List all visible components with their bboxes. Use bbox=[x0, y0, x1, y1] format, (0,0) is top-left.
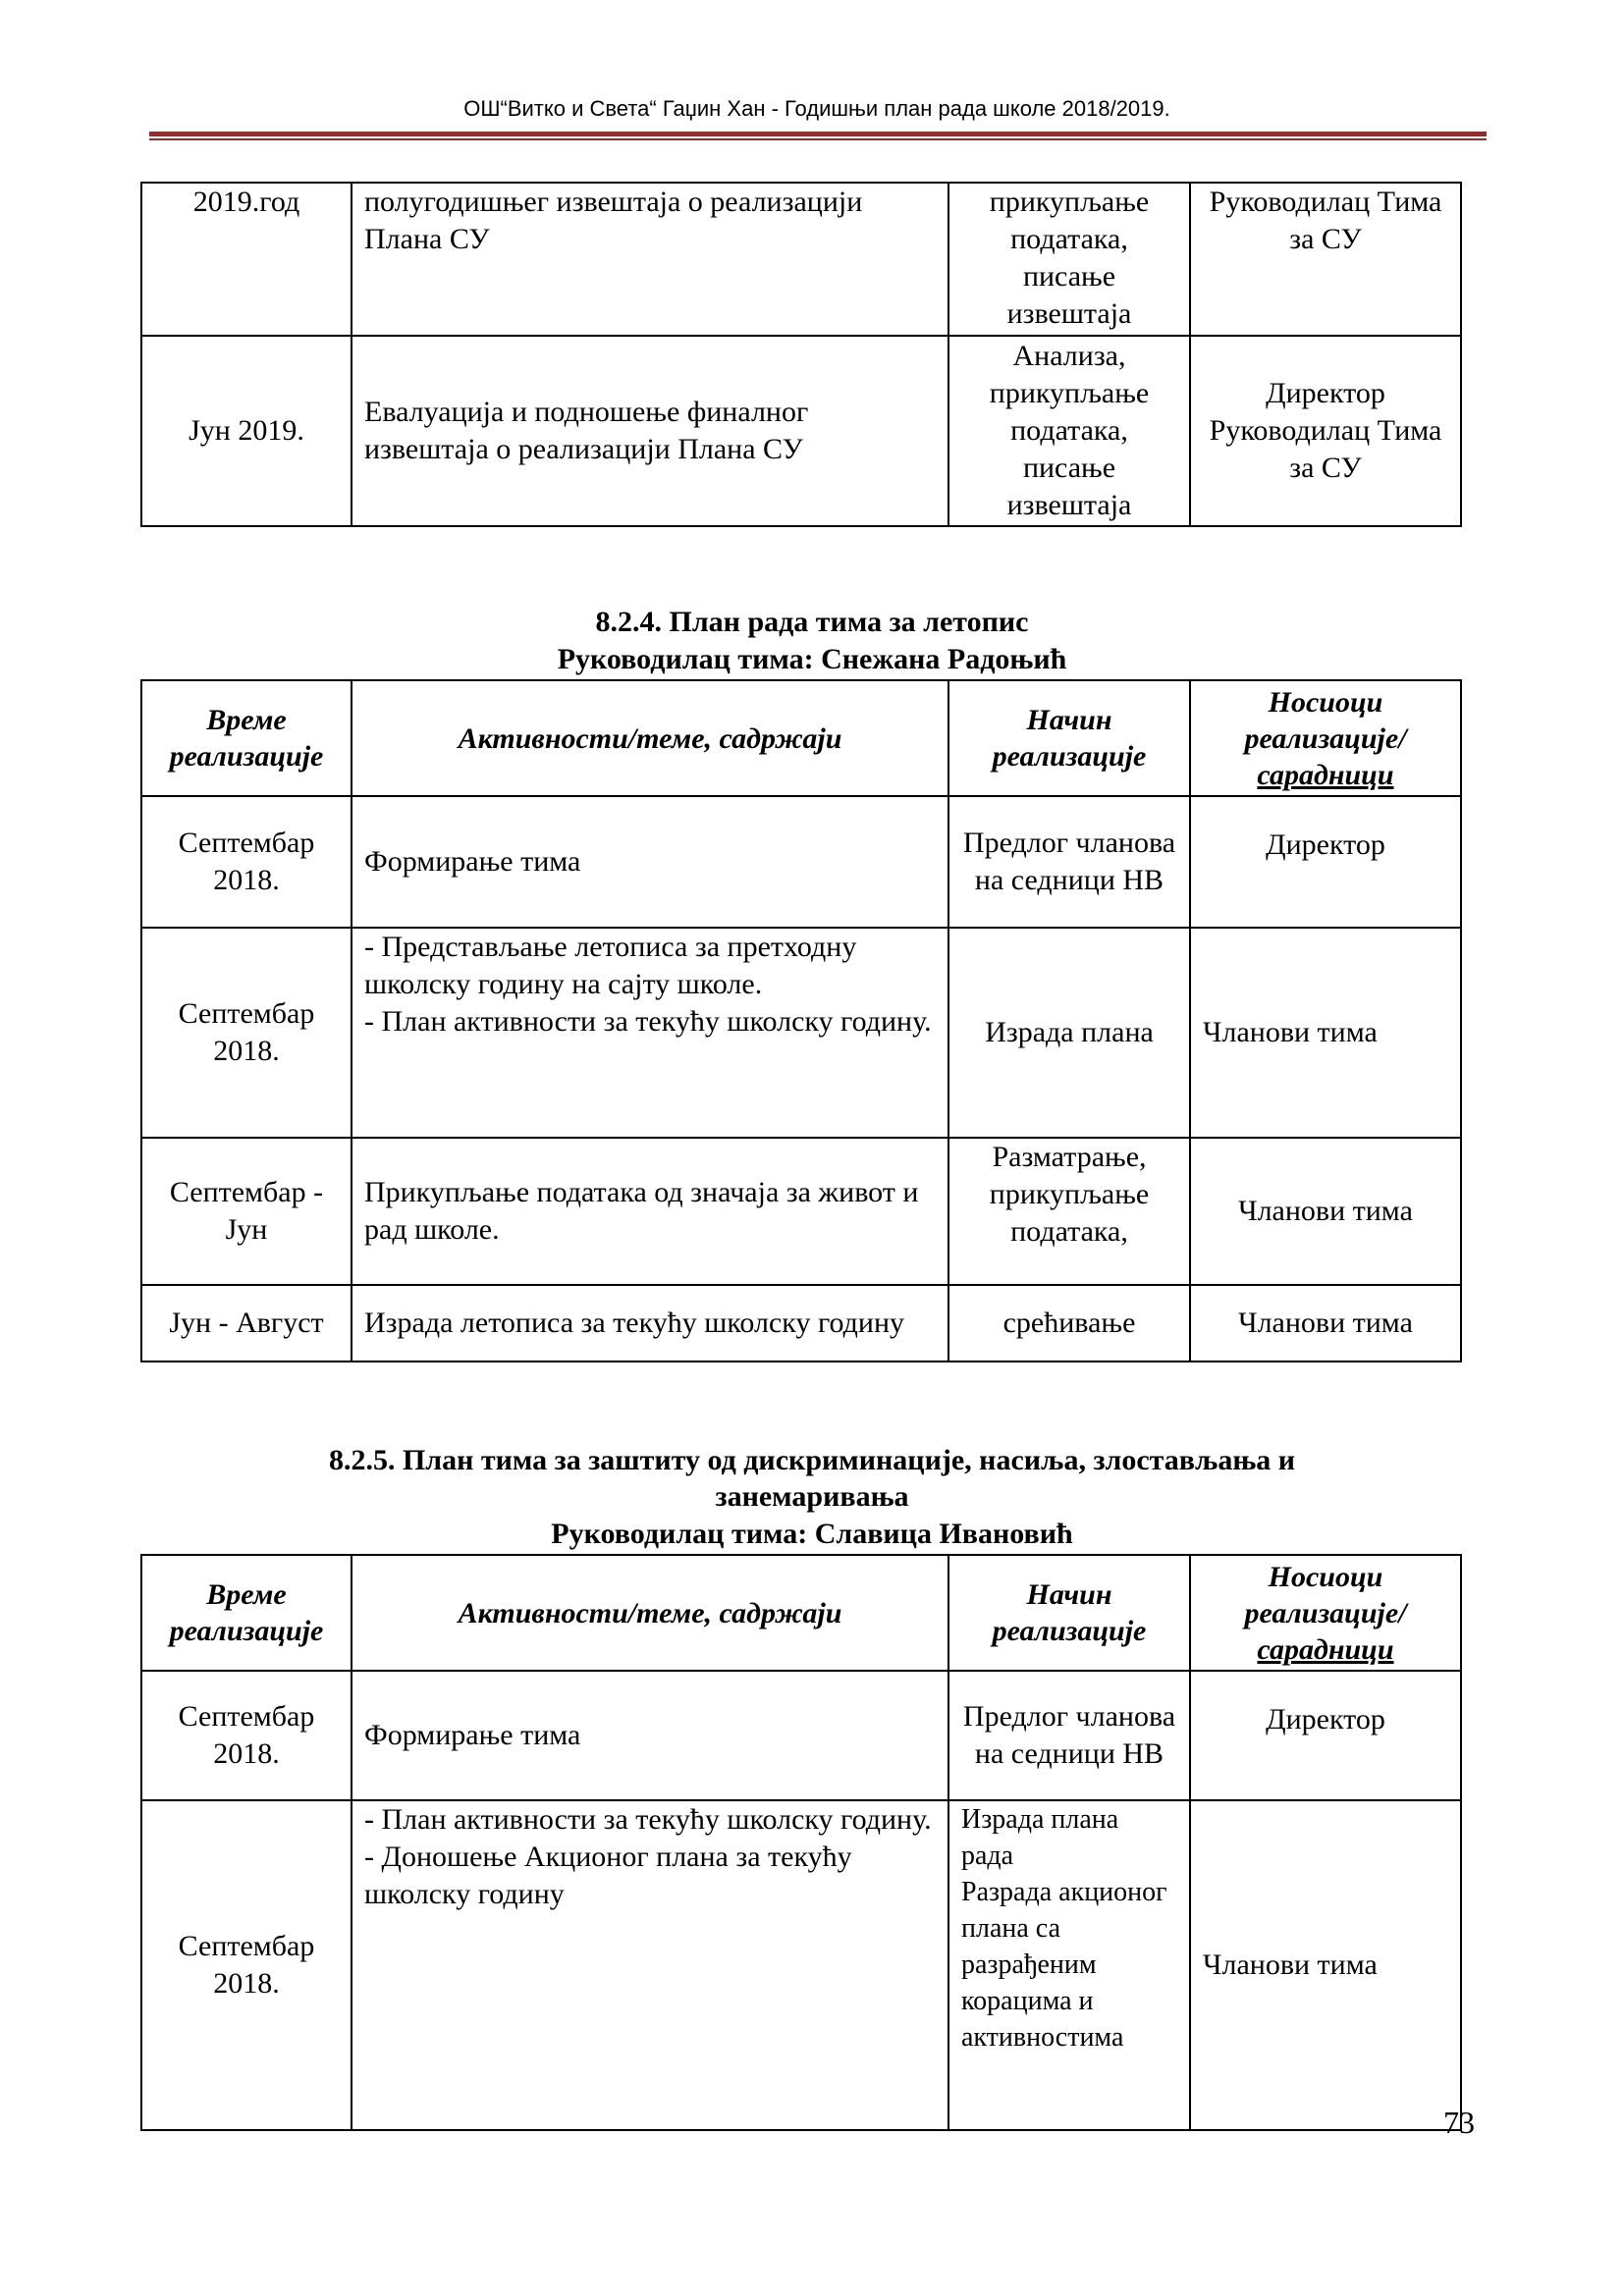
activity-cell: Прикупљање података од значаја за живот и рад школе. bbox=[352, 1138, 948, 1285]
plan-table-protection bbox=[140, 1554, 1462, 2131]
method-cell: Израда плана рада Разрада акционог плана са разрађеним корацима и активностима bbox=[948, 1800, 1190, 2130]
holders-cell: Чланови тима bbox=[1190, 928, 1461, 1138]
activity-cell: Формирање тима bbox=[352, 1671, 948, 1800]
table-row bbox=[141, 796, 1461, 928]
activity-cell: Формирање тима bbox=[352, 796, 948, 928]
time-cell: Јун 2019. bbox=[141, 336, 352, 526]
header-activity: Активности/теме, садржаји bbox=[352, 680, 948, 796]
header-activity: Активности/теме, садржаји bbox=[352, 1555, 948, 1671]
table-row bbox=[141, 1138, 1461, 1285]
table-row bbox=[141, 1800, 1461, 2130]
running-header: ОШ“Витко и Света“ Гаџин Хан - Годишњи план рада школе 2018/2019. bbox=[463, 96, 1170, 121]
method-cell: Предлог чланова на седници НВ bbox=[948, 1671, 1190, 1800]
activity-cell: - Представљање летописа за претходну школску годину на сајту школе. - План активности за текућу школску годину. bbox=[352, 928, 948, 1138]
page-number: 73 bbox=[1443, 2105, 1475, 2140]
table-row bbox=[141, 1671, 1461, 1800]
header-row bbox=[141, 680, 1461, 796]
holders-cell: Директор bbox=[1190, 796, 1461, 928]
table-row bbox=[141, 183, 1461, 336]
time-cell: Септембар 2018. bbox=[141, 796, 352, 928]
header-time: Време реализације bbox=[141, 1555, 352, 1671]
method-cell: прикупљање података, писање извештаја bbox=[948, 183, 1190, 336]
time-cell: Септембар 2018. bbox=[141, 928, 352, 1138]
header-rule-thin bbox=[149, 138, 1487, 140]
section-title-line2: занемаривања bbox=[715, 1480, 909, 1513]
activity-cell: Израда летописа за текућу школску годину bbox=[352, 1285, 948, 1362]
section-title: 8.2.4. План рада тима за летопис bbox=[595, 606, 1029, 638]
activity-cell: Евалуација и подношење финалног извештаја о реализацији Плана СУ bbox=[352, 336, 948, 526]
header-time: Време реализације bbox=[141, 680, 352, 796]
activity-cell: полугодишњег извештаја о реализацији Плана СУ bbox=[352, 183, 948, 336]
header-rule bbox=[149, 132, 1487, 136]
time-cell: Септембар 2018. bbox=[141, 1800, 352, 2130]
table-row bbox=[141, 336, 1461, 526]
method-cell: Анализа, прикупљање података, писање извештаја bbox=[948, 336, 1190, 526]
header-holders: Носиоци реализације/ сарадници bbox=[1190, 1555, 1461, 1671]
time-cell: Јун - Август bbox=[141, 1285, 352, 1362]
holders-cell: Руководилац Тима за СУ bbox=[1190, 183, 1461, 336]
time-cell: 2019.год bbox=[141, 183, 352, 336]
holders-cell: Чланови тима bbox=[1190, 1138, 1461, 1285]
plan-table-chronicle bbox=[140, 679, 1462, 1362]
holders-cell: Директор Руководилац Тима за СУ bbox=[1190, 336, 1461, 526]
time-cell: Септембар 2018. bbox=[141, 1671, 352, 1800]
header-holders: Носиоци реализације/ сарадници bbox=[1190, 680, 1461, 796]
holders-cell: Чланови тима bbox=[1190, 1285, 1461, 1362]
section-leader: Руководилац тима: Славица Ивановић bbox=[551, 1518, 1073, 1550]
method-cell: Израда плана bbox=[948, 928, 1190, 1138]
method-cell: Предлог чланова на седници НВ bbox=[948, 796, 1190, 928]
header-method: Начин реализације bbox=[948, 1555, 1190, 1671]
time-cell: Септембар - Јун bbox=[141, 1138, 352, 1285]
holders-cell: Директор bbox=[1190, 1671, 1461, 1800]
holders-cell: Чланови тима bbox=[1190, 1800, 1461, 2130]
header-row bbox=[141, 1555, 1461, 1671]
header-method: Начин реализације bbox=[948, 680, 1190, 796]
section-leader: Руководилац тима: Снежана Радоњић bbox=[557, 643, 1067, 675]
activity-cell: - План активности за текућу школску годину. - Доношење Акционог плана за текућу школску годину bbox=[352, 1800, 948, 2130]
method-cell: срећивање bbox=[948, 1285, 1190, 1362]
table-row bbox=[141, 1285, 1461, 1362]
section-title: 8.2.5. План тима за заштиту од дискриминације, насиља, злостављања и bbox=[328, 1444, 1296, 1476]
method-cell: Разматрање, прикупљање података, bbox=[948, 1138, 1190, 1285]
plan-table-su-continuation bbox=[140, 182, 1462, 527]
table-row bbox=[141, 928, 1461, 1138]
